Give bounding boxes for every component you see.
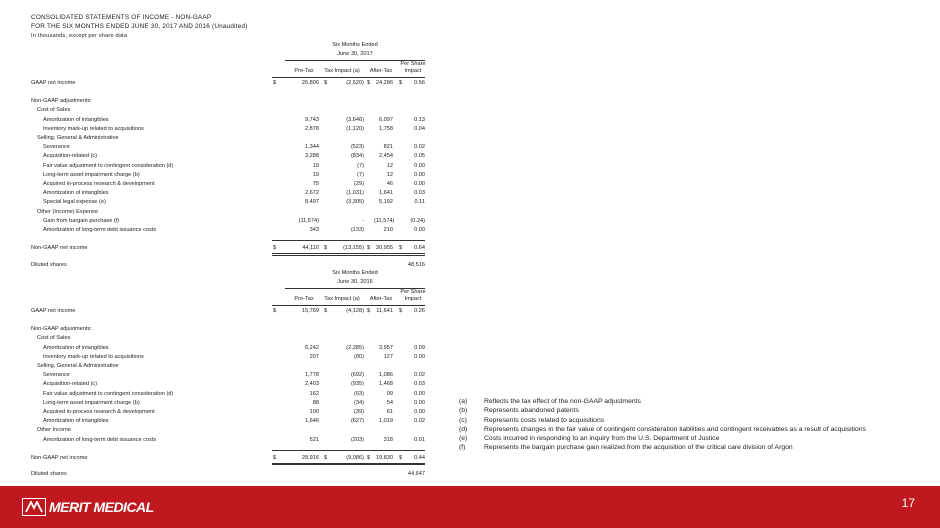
column-rule xyxy=(272,77,425,78)
currency-symbol: $ xyxy=(324,79,328,86)
row-label: Amortization of intangibles xyxy=(43,418,109,425)
pretax-value: 2,878 xyxy=(305,125,319,132)
adjustment-row xyxy=(0,152,430,161)
aftertax-value: 3,957 xyxy=(379,344,393,351)
tax-impact-value: (7) xyxy=(357,171,364,178)
report-title: CONSOLIDATED STATEMENTS OF INCOME - NON-GAAP xyxy=(31,14,212,21)
period-label: Six Months Ended xyxy=(332,270,378,276)
adjustments-title-row xyxy=(0,97,430,106)
pretax-value: (11,574) xyxy=(298,217,319,224)
tax-impact-value: (133) xyxy=(350,227,364,233)
row-label: Diluted shares xyxy=(31,471,67,478)
tax-impact-value: (4,128) xyxy=(346,307,364,314)
report-subtitle: FOR THE SIX MONTHS ENDED JUNE 30, 2017 AND 2016 (Unaudited) xyxy=(31,23,248,30)
adjustment-row xyxy=(0,162,430,171)
aftertax-value: 30,955 xyxy=(375,245,393,252)
row-label: Amortization of intangibles xyxy=(43,344,109,351)
row-label: Inventory mark-up related to acquisitions xyxy=(43,353,144,360)
brand-name: MERIT MEDICAL xyxy=(49,499,154,515)
tax-impact-value: (13,155) xyxy=(343,245,364,252)
aftertax-value: 5,192 xyxy=(379,199,393,206)
aftertax-value: 61 xyxy=(386,409,393,415)
per-share-value: 0.02 xyxy=(414,418,425,425)
pretax-value: 19 xyxy=(312,171,319,178)
col-aftertax: After-Tax xyxy=(369,67,393,74)
per-share-value: 0.02 xyxy=(414,144,425,151)
aftertax-value: 1,019 xyxy=(379,418,393,425)
currency-symbol: $ xyxy=(399,79,403,86)
row-label: Severance xyxy=(43,144,70,151)
adjustments-title: Non-GAAP adjustments: xyxy=(31,98,92,105)
tax-impact-value: (1,120) xyxy=(346,125,364,132)
row-label: Selling, General & Administrative xyxy=(37,363,119,369)
per-share-value: 0.00 xyxy=(414,162,425,169)
per-share-value: 0.01 xyxy=(414,436,425,443)
per-share-value: 0.26 xyxy=(414,307,425,314)
pretax-value: 9,743 xyxy=(305,116,319,123)
pretax-value: 28,916 xyxy=(301,455,319,461)
per-share-value: 0.44 xyxy=(414,455,425,461)
non-gaap-net-income-row xyxy=(0,244,430,253)
pretax-value: 162 xyxy=(309,390,319,397)
row-label: Other (Income) Expense xyxy=(37,208,98,215)
per-share-value: 0.00 xyxy=(414,390,425,397)
col-tax-impact: Tax Impact (a) xyxy=(324,295,360,302)
category-row xyxy=(0,426,430,435)
per-share-value: 0.00 xyxy=(414,353,425,360)
aftertax-value: 12 xyxy=(386,171,393,178)
per-share-value: 0.09 xyxy=(414,344,425,351)
currency-symbol: $ xyxy=(399,245,403,252)
per-share-value: 0.02 xyxy=(414,372,425,379)
col-per-share: Per Share xyxy=(400,61,426,68)
tax-impact-value: (34) xyxy=(354,399,364,406)
tax-impact-value: (834) xyxy=(350,153,364,160)
row-label: Amortization of long-term debt issuance costs xyxy=(43,227,157,233)
row-label: GAAP net income xyxy=(31,79,76,86)
col-pretax: Pre-Tax xyxy=(294,295,314,302)
footer-bar xyxy=(0,486,940,528)
aftertax-value: (11,574) xyxy=(374,217,395,224)
col-per-share: Per Share xyxy=(400,289,426,296)
pretax-value: 8,497 xyxy=(305,199,319,206)
pretax-value: 88 xyxy=(312,399,319,406)
per-share-value: 0.00 xyxy=(414,409,425,415)
tax-impact-value: (523) xyxy=(350,144,364,151)
tax-impact-value: (935) xyxy=(350,381,364,388)
pretax-value: 521 xyxy=(309,436,319,443)
category-row xyxy=(0,334,430,343)
gaap-net-income-row xyxy=(0,307,430,316)
row-label: Other Income xyxy=(37,427,71,434)
adjustment-row xyxy=(0,344,430,353)
adjustment-row xyxy=(0,353,430,362)
row-label: Non-GAAP net income xyxy=(31,245,88,252)
pretax-value: 207 xyxy=(309,353,319,360)
aftertax-value: 2,454 xyxy=(379,153,393,160)
aftertax-value: 24,286 xyxy=(375,79,393,86)
per-share-value: 0.00 xyxy=(414,171,425,178)
adjustment-row xyxy=(0,399,430,408)
aftertax-value: 821 xyxy=(383,144,393,151)
row-label: Amortization of intangibles xyxy=(43,190,109,197)
row-label: Gain from bargain purchase (f) xyxy=(43,217,120,224)
non-gaap-net-income-row xyxy=(0,454,430,463)
category-row xyxy=(0,208,430,217)
period-label: Six Months Ended xyxy=(332,42,378,48)
aftertax-value: 6,097 xyxy=(379,116,393,123)
page-number: 17 xyxy=(901,496,915,510)
per-share-value: 0.03 xyxy=(414,190,425,197)
col-tax-impact: Tax Impact (a) xyxy=(324,67,360,74)
pretax-value: 15,769 xyxy=(301,307,319,314)
period-date: June 30, 2016 xyxy=(337,279,373,286)
total-rule xyxy=(272,255,425,256)
per-share-value: 0.00 xyxy=(414,399,425,406)
aftertax-value: 46 xyxy=(386,181,393,187)
diluted-shares-row xyxy=(0,470,430,479)
tax-impact-value: - xyxy=(362,217,364,224)
row-label: Acquired in-process research & development xyxy=(43,181,155,187)
tax-impact-value: (1,031) xyxy=(346,190,364,197)
aftertax-value: 19,830 xyxy=(375,455,393,461)
adjustment-row xyxy=(0,436,430,445)
col-pretax: Pre-Tax xyxy=(294,67,314,74)
row-label: Fair value adjustment to contingent consideration (d) xyxy=(43,162,174,169)
row-label: Acquisition-related (c) xyxy=(43,381,98,388)
aftertax-value: 11,641 xyxy=(376,307,393,314)
diluted-shares-value: 48,516 xyxy=(407,261,425,268)
per-share-value: 0.56 xyxy=(414,79,425,86)
per-share-value: 0.00 xyxy=(414,181,425,187)
per-share-value: 0.04 xyxy=(414,125,425,132)
adjustment-row xyxy=(0,171,430,180)
currency-symbol: $ xyxy=(324,245,328,252)
currency-symbol: $ xyxy=(273,455,277,461)
tax-impact-value: (692) xyxy=(350,372,364,379)
category-row xyxy=(0,362,430,371)
column-rule xyxy=(272,305,425,306)
tax-impact-value: (29) xyxy=(354,181,364,187)
row-label: Fair value adjustment to contingent consideration (d) xyxy=(43,390,174,397)
currency-symbol: $ xyxy=(367,245,371,252)
diluted-shares-value: 44,647 xyxy=(407,471,425,478)
adjustment-row xyxy=(0,180,430,189)
tax-impact-value: (63) xyxy=(354,390,364,397)
total-rule xyxy=(272,464,425,465)
row-label: Selling, General & Administrative xyxy=(37,135,119,141)
category-row xyxy=(0,134,430,143)
adjustment-row xyxy=(0,371,430,380)
tax-impact-value: (627) xyxy=(350,418,364,425)
pretax-value: 1,778 xyxy=(305,372,319,379)
row-label: Amortization of intangibles xyxy=(43,116,109,123)
per-share-value: 0.64 xyxy=(414,245,425,252)
aftertax-value: 54 xyxy=(386,399,393,406)
pretax-value: 2,403 xyxy=(305,381,319,388)
row-label: Special legal expense (e) xyxy=(43,199,106,206)
tax-impact-value: (3,646) xyxy=(346,116,364,123)
row-label: GAAP net income xyxy=(31,307,76,314)
currency-symbol: $ xyxy=(273,307,277,314)
col-impact: Impact xyxy=(404,295,422,302)
adjustment-row xyxy=(0,189,430,198)
period-date: June 30, 2017 xyxy=(337,51,373,58)
pretax-value: 1,344 xyxy=(305,144,319,151)
pretax-value: 2,672 xyxy=(305,190,319,197)
tax-impact-value: (2,285) xyxy=(346,344,364,351)
row-label: Acquisition-related (c) xyxy=(43,153,98,160)
adjustments-title: Non-GAAP adjustments: xyxy=(31,326,92,333)
adjustment-row xyxy=(0,143,430,152)
per-share-value: 0.05 xyxy=(414,153,425,160)
aftertax-value: 1,468 xyxy=(379,381,393,388)
currency-symbol: $ xyxy=(399,307,403,314)
subtotal-rule xyxy=(272,240,425,241)
aftertax-value: 1,086 xyxy=(379,372,393,379)
aftertax-value: 210 xyxy=(383,227,393,233)
tax-impact-value: (39) xyxy=(354,409,364,415)
adjustment-row xyxy=(0,217,430,226)
row-label: Acquired in-process research & development xyxy=(43,409,155,415)
aftertax-value: 99 xyxy=(386,390,393,397)
per-share-value: (0.24) xyxy=(410,217,425,224)
category-row xyxy=(0,106,430,115)
adjustment-row xyxy=(0,116,430,125)
aftertax-value: 12 xyxy=(386,162,393,169)
aftertax-value: 318 xyxy=(383,436,393,443)
pretax-value: 3,288 xyxy=(305,153,319,160)
currency-symbol: $ xyxy=(273,79,277,86)
currency-symbol: $ xyxy=(367,307,371,314)
row-label: Long-term asset impairment charge (b) xyxy=(43,171,140,178)
adjustment-row xyxy=(0,226,430,235)
pretax-value: 19 xyxy=(312,162,319,169)
adjustment-row xyxy=(0,408,430,417)
pretax-value: 75 xyxy=(312,181,319,187)
row-label: Cost of Sales xyxy=(37,107,71,114)
adjustment-row xyxy=(0,125,430,134)
tax-impact-value: (3,305) xyxy=(346,199,364,206)
aftertax-value: 127 xyxy=(383,353,393,360)
adjustments-title-row xyxy=(0,325,430,334)
currency-symbol: $ xyxy=(367,79,371,86)
row-label: Diluted shares xyxy=(31,261,67,268)
row-label: Severance xyxy=(43,372,70,379)
currency-symbol: $ xyxy=(324,455,328,461)
currency-symbol: $ xyxy=(367,455,371,461)
col-impact: Impact xyxy=(404,67,422,74)
diluted-shares-row xyxy=(0,261,430,270)
gaap-net-income-row xyxy=(0,79,430,88)
row-label: Amortization of long-term debt issuance costs xyxy=(43,436,157,443)
per-share-value: 0.03 xyxy=(414,381,425,388)
merit-medical-logo xyxy=(22,497,154,517)
adjustment-row xyxy=(0,390,430,399)
row-label: Inventory mark-up related to acquisitions xyxy=(43,125,144,132)
pretax-value: 26,806 xyxy=(301,79,319,86)
aftertax-value: 1,758 xyxy=(379,125,393,132)
col-aftertax: After-Tax xyxy=(369,295,393,302)
row-label: Long-term asset impairment charge (b) xyxy=(43,399,140,406)
pretax-value: 1,646 xyxy=(305,418,319,425)
row-label: Non-GAAP net income xyxy=(31,455,88,461)
pretax-value: 100 xyxy=(309,409,319,415)
tax-impact-value: (9,086) xyxy=(346,455,364,461)
pretax-value: 44,110 xyxy=(302,245,319,252)
currency-symbol: $ xyxy=(324,307,328,314)
tax-impact-value: (203) xyxy=(350,436,364,443)
currency-symbol: $ xyxy=(273,245,277,252)
row-label: Cost of Sales xyxy=(37,335,71,342)
currency-symbol: $ xyxy=(399,455,403,461)
tax-impact-value: (7) xyxy=(357,162,364,169)
tax-impact-value: (2,520) xyxy=(346,79,364,86)
report-units-note: In thousands, except per share data xyxy=(31,33,128,39)
per-share-value: 0.00 xyxy=(414,227,425,233)
per-share-value: 0.11 xyxy=(414,199,425,206)
tax-impact-value: (80) xyxy=(354,353,364,360)
subtotal-rule xyxy=(272,450,425,451)
per-share-value: 0.13 xyxy=(414,116,425,123)
merit-logo-icon xyxy=(22,498,46,516)
pretax-value: 6,242 xyxy=(305,344,319,351)
adjustment-row xyxy=(0,198,430,207)
adjustment-row xyxy=(0,417,430,426)
aftertax-value: 1,641 xyxy=(379,190,393,197)
pretax-value: 343 xyxy=(309,227,319,233)
adjustment-row xyxy=(0,380,430,389)
